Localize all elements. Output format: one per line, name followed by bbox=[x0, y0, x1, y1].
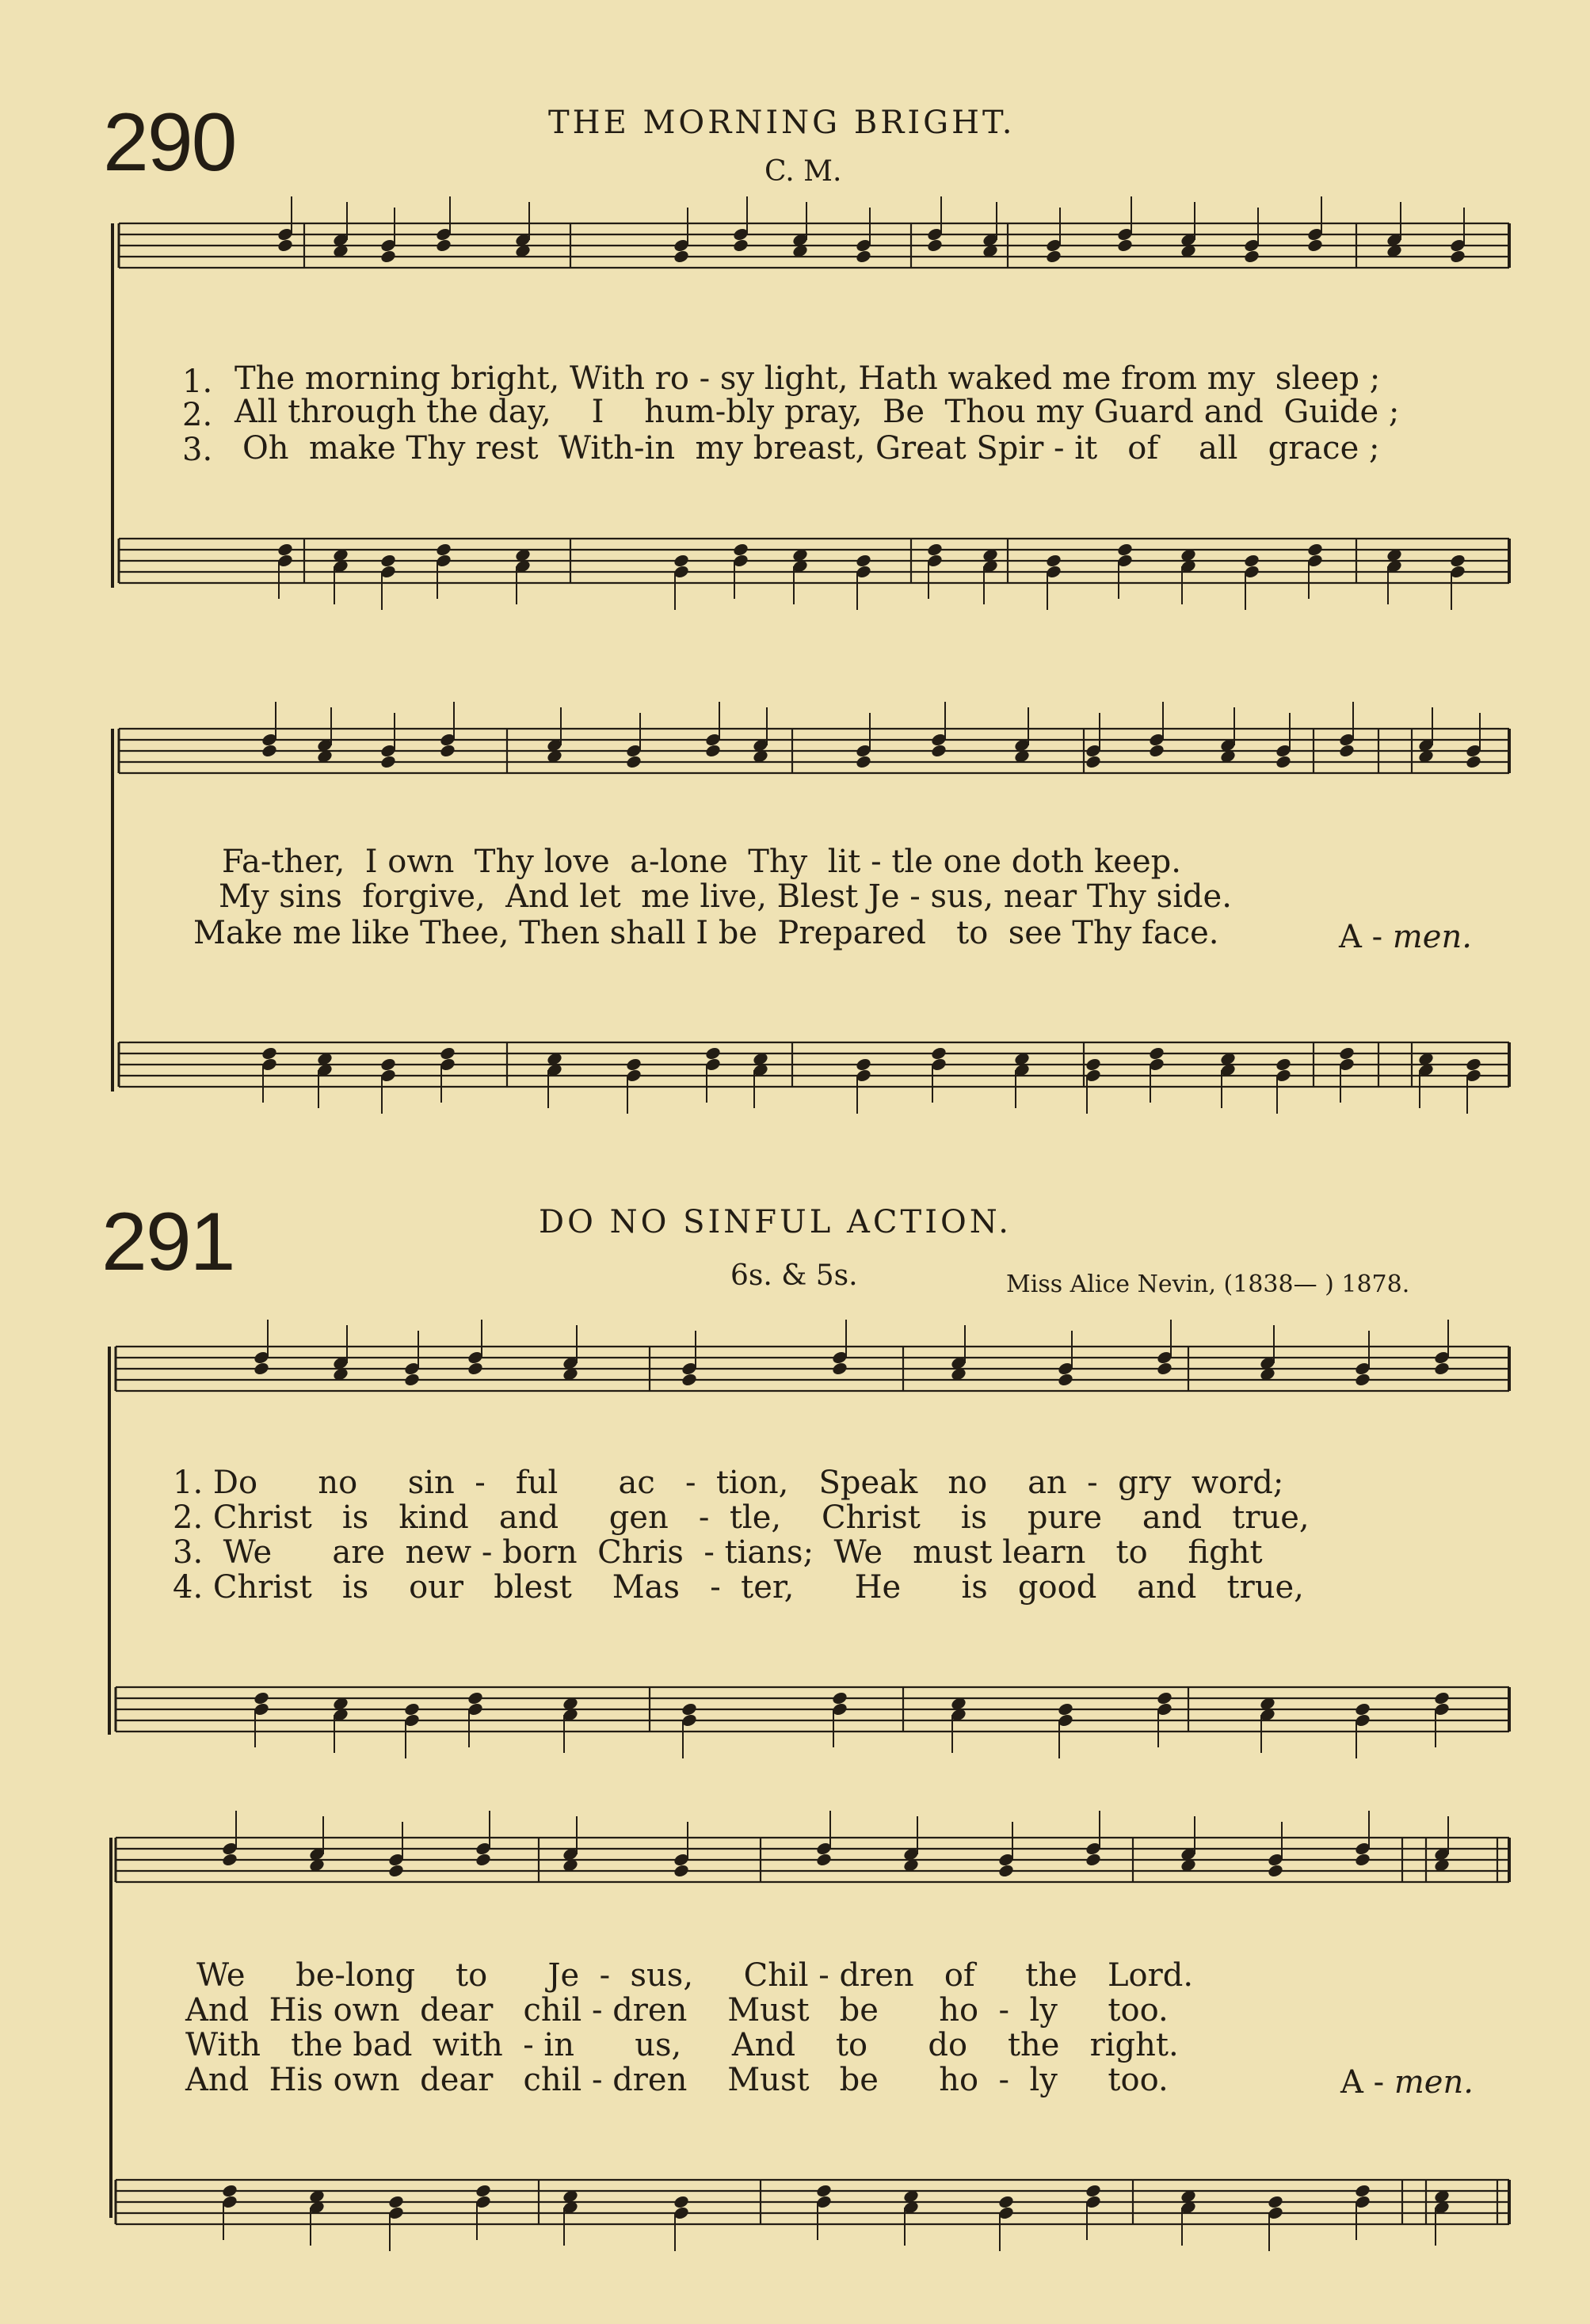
amen-prefix: A - bbox=[1340, 2064, 1385, 2101]
hymn290-verse-2-number: 2. bbox=[182, 397, 213, 433]
hymn-title-291: DO NO SINFUL ACTION. bbox=[539, 1204, 1012, 1240]
hymn290-amen bbox=[1339, 919, 1472, 955]
hymn291-line-1: 1. Do no sin - ful ac - tion, Speak no an - gry word; bbox=[173, 1465, 1284, 1501]
hymn291-line-5: We be-long to Je - sus, Chil - dren of the Lord. bbox=[196, 1957, 1194, 1994]
amen-suffix: men. bbox=[1384, 2064, 1474, 2101]
hymn290-refrain-2: My sins forgive, And let me live, Blest Je - sus, near Thy side. bbox=[219, 878, 1232, 915]
amen-suffix: men. bbox=[1382, 919, 1472, 955]
hymn-author-291: Miss Alice Nevin, (1838— ) 1878. bbox=[1006, 1271, 1410, 1298]
hymn-title-290: THE MORNING BRIGHT. bbox=[548, 105, 1016, 141]
hymn291-line-3: 3. We are new - born Chris - tians; We must learn to fight bbox=[173, 1534, 1263, 1571]
hymn291-line-7: With the bad with - in us, And to do the right. bbox=[185, 2027, 1179, 2063]
hymn-meter-291: 6s. & 5s. bbox=[730, 1259, 858, 1292]
hymn-number-291: 291 bbox=[101, 1196, 234, 1288]
amen-prefix: A - bbox=[1339, 919, 1383, 955]
hymn291-line-8: And His own dear chil - dren Must be ho - ly too. bbox=[185, 2062, 1169, 2098]
hymn-number-290: 290 bbox=[103, 97, 236, 189]
hymn290-verse-2: All through the day, I hum-bly pray, Be Thou my Guard and Guide ; bbox=[234, 394, 1400, 430]
hymn290-verse-3: Oh make Thy rest With-in my breast, Great Spir - it of all grace ; bbox=[242, 430, 1380, 467]
hymn291-amen bbox=[1340, 2064, 1474, 2101]
hymn290-refrain-1: Fa-ther, I own Thy love a-lone Thy lit - tle one doth keep. bbox=[222, 844, 1181, 880]
hymn-meter-290: C. M. bbox=[764, 155, 842, 188]
hymn290-verse-3-number: 3. bbox=[182, 432, 213, 468]
hymn291-line-4: 4. Christ is our blest Mas - ter, He is good and true, bbox=[173, 1569, 1304, 1606]
hymn291-line-2: 2. Christ is kind and gen - tle, Christ is pure and true, bbox=[173, 1499, 1310, 1536]
hymn290-refrain-3: Make me like Thee, Then shall I be Prepared to see Thy face. bbox=[193, 915, 1219, 951]
hymn290-verse-1: The morning bright, With ro - sy light, Hath waked me from my sleep ; bbox=[234, 360, 1381, 397]
hymn290-verse-1-number: 1. bbox=[182, 364, 213, 400]
hymn291-line-6: And His own dear chil - dren Must be ho - ly too. bbox=[185, 1992, 1169, 2029]
